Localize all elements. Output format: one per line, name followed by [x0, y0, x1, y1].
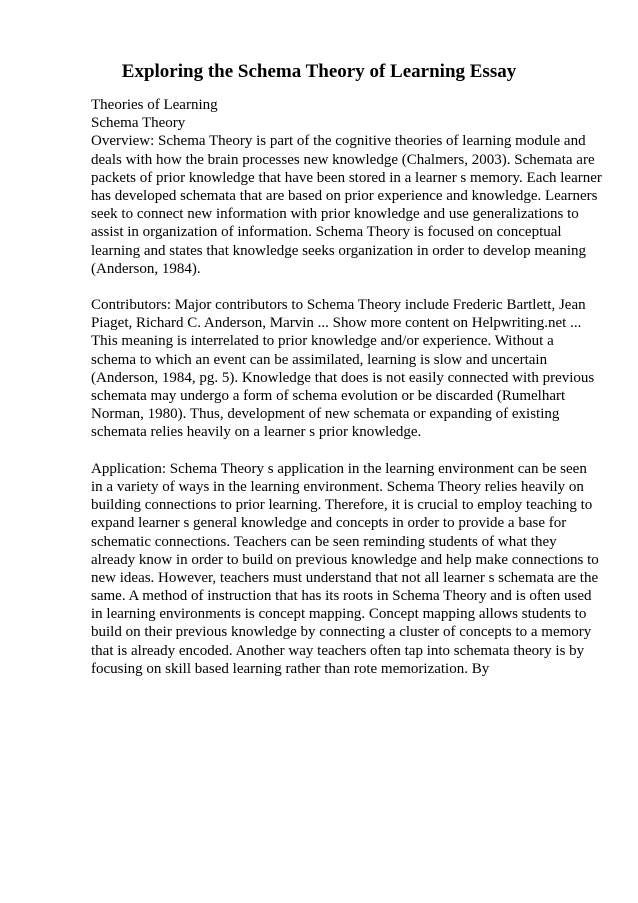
text-line: packets of prior knowledge that have been stored in a learner s memory. Each learner — [91, 169, 602, 186]
text-line: schema to which an event can be assimilated, learning is slow and uncertain — [91, 351, 548, 368]
text-line: has developed schemata that are based on prior experience and knowledge. Learners — [91, 187, 598, 204]
text-line: Norman, 1980). Thus, development of new schemata or expanding of existing — [91, 406, 560, 423]
paragraph-contributors — [91, 296, 595, 442]
text-line: build on their previous knowledge by connecting a cluster of concepts to a memory — [91, 624, 592, 641]
text-line: (Anderson, 1984, pg. 5). Knowledge that does is not easily connected with previous — [91, 369, 595, 386]
text-line: building connections to prior learning. Therefore, it is crucial to employ teaching to — [91, 497, 593, 514]
text-line: focusing on skill based learning rather than rote memorization. By — [91, 660, 490, 677]
text-line: This meaning is interrelated to prior knowledge and/or experience. Without a — [91, 333, 554, 350]
text-line: in learning environments is concept mapping. Concept mapping allows students to — [91, 606, 587, 623]
paragraph-gap — [91, 442, 591, 460]
text-line: schemata relies heavily on a learner s prior knowledge. — [91, 424, 422, 441]
paragraph-overview — [91, 132, 602, 278]
text-line: schematic connections. Teachers can be seen reminding students of what they — [91, 533, 557, 550]
text-line: Overview: Schema Theory is part of the cognitive theories of learning module and — [91, 133, 586, 150]
heading-line-schema-theory: Schema Theory — [91, 115, 186, 132]
text-line: deals with how the brain processes new knowledge (Chalmers, 2003). Schemata are — [91, 151, 595, 168]
text-line: assist in organization of information. Schema Theory is focused on conceptual — [91, 224, 562, 241]
text-line: seek to connect new information with prior knowledge and use generalizations to — [91, 206, 579, 223]
text-line: schemata may undergo a form of schema evolution or be discarded (Rumelhart — [91, 388, 566, 404]
paragraph-application — [91, 460, 599, 678]
text-line: Piaget, Richard C. Anderson, Marvin ... Show more content on Helpwriting.net ... — [91, 315, 582, 332]
document-body — [91, 96, 602, 678]
text-line: same. A method of instruction that has its roots in Schema Theory and is often used — [91, 588, 592, 605]
heading-line-theories-of-learning: Theories of Learning — [91, 97, 218, 113]
text-line: Application: Schema Theory s application in the learning environment can be seen — [91, 460, 587, 477]
text-line: in a variety of ways in the learning environment. Schema Theory relies heavily on — [91, 478, 584, 495]
paragraph-gap — [91, 278, 591, 296]
text-line: (Anderson, 1984). — [91, 260, 201, 277]
text-line: expand learner s general knowledge and concepts in order to provide a base for — [91, 515, 567, 532]
text-line: that is already encoded. Another way teachers often tap into schemata theory is by — [91, 642, 585, 659]
text-line: already know in order to build on previous knowledge and help make connections to — [91, 551, 599, 568]
text-line: learning and states that knowledge seeks organization in order to develop meaning — [91, 242, 586, 259]
text-line: new ideas. However, teachers must understand that not all learner s schemata are the — [91, 569, 599, 586]
document-title: Exploring the Schema Theory of Learning Essay — [121, 61, 517, 82]
text-line: Contributors: Major contributors to Schema Theory include Frederic Bartlett, Jean — [91, 297, 586, 314]
